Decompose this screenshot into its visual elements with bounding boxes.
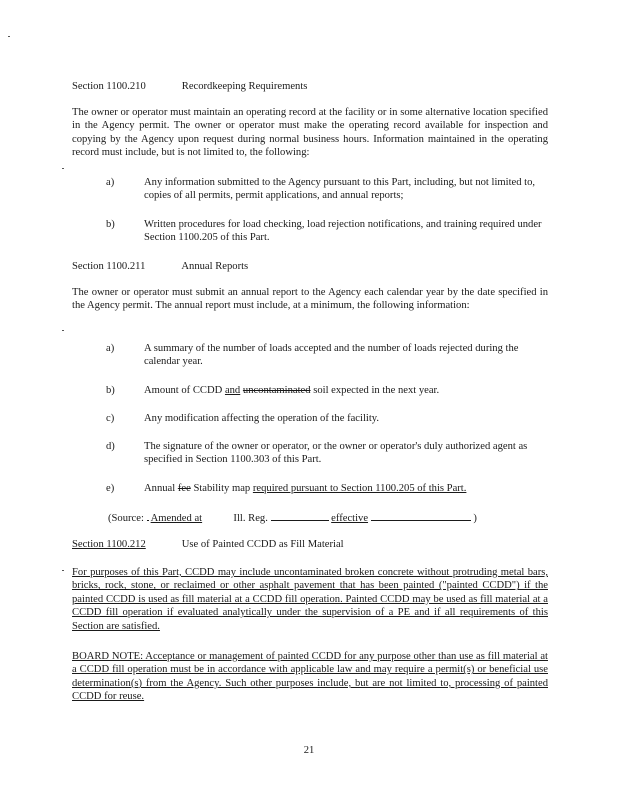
s210-item-b bbox=[106, 218, 546, 245]
section-1100-210-heading bbox=[72, 80, 548, 93]
board-note: BOARD NOTE: Acceptance or management of painted CCDD for any purpose other than use as fill material at a CCDD fill operation must be in accordance with applicable law and may require a permit(s) or beneficial use determination(s) from the Agency. Such other purposes include, but are not limited to, processing of painted CCDD for reuse. bbox=[72, 651, 548, 703]
source-note bbox=[108, 510, 477, 525]
item-text-pre: Annual bbox=[144, 483, 176, 494]
source-close: ) bbox=[473, 513, 477, 524]
item-label: d) bbox=[106, 441, 115, 452]
section-title: Use of Painted CCDD as Fill Material bbox=[181, 539, 344, 550]
source-volume: Ill. Reg. bbox=[233, 513, 268, 524]
blank-line bbox=[371, 510, 471, 521]
scan-speck bbox=[62, 330, 64, 331]
item-text bbox=[144, 384, 546, 397]
inserted-text: required pursuant to Section 1100.205 of this Part. bbox=[252, 483, 467, 494]
item-text-mid: Stability map bbox=[193, 483, 251, 494]
section-number: Section 1100.211 bbox=[72, 261, 146, 272]
page-number: 21 bbox=[303, 745, 315, 756]
item-label: b) bbox=[106, 385, 115, 396]
section-1100-212-heading bbox=[72, 538, 548, 551]
s211-item-e bbox=[106, 482, 546, 495]
source-amended: Amended at bbox=[150, 513, 203, 524]
item-text: Written procedures for load checking, load rejection notifications, and training required under Section 1100.205 of this Part. bbox=[144, 219, 542, 244]
s211-item-d bbox=[106, 440, 546, 467]
item-label: e) bbox=[106, 483, 115, 494]
blank-line bbox=[147, 510, 149, 521]
section-title: Annual Reports bbox=[181, 261, 249, 272]
scan-speck bbox=[62, 168, 64, 169]
item-text: The signature of the owner or operator, or the owner or operator's duly authorized agent as specified in Section 1100.303 of this Part. bbox=[144, 441, 528, 466]
item-text: A summary of the number of loads accepted and the number of loads rejected during the calendar year. bbox=[144, 343, 519, 368]
item-text: Any information submitted to the Agency pursuant to this Part, including, but not limited to, copies of all permits, permit applications, and annual reports; bbox=[144, 177, 536, 202]
item-text-post: soil expected in the next year. bbox=[313, 385, 440, 396]
struck-text: fee bbox=[177, 483, 191, 494]
scan-speck bbox=[8, 36, 10, 37]
source-open: (Source: bbox=[108, 513, 144, 524]
s211-item-a bbox=[106, 342, 546, 369]
item-label: a) bbox=[106, 343, 115, 354]
item-text bbox=[144, 482, 546, 495]
section-1100-210-intro: The owner or operator must maintain an operating record at the facility or in some alternative location specified in the Agency permit. The owner or operator must make the operating record available for inspection and copying by the Agency upon request during normal business hours. Information maintained in the operating record must include, but is not limited to, the following: bbox=[72, 107, 548, 159]
s211-item-c bbox=[106, 412, 546, 425]
blank-line bbox=[271, 510, 329, 521]
section-number: Section 1100.212 bbox=[72, 539, 146, 550]
inserted-text: and bbox=[224, 385, 241, 396]
section-title: Recordkeeping Requirements bbox=[181, 81, 308, 92]
item-label: b) bbox=[106, 219, 115, 230]
item-label: c) bbox=[106, 413, 115, 424]
section-1100-211-heading bbox=[72, 260, 548, 273]
item-label: a) bbox=[106, 177, 115, 188]
item-text: Any modification affecting the operation of the facility. bbox=[144, 413, 380, 424]
s210-item-a bbox=[106, 176, 546, 203]
section-1100-211-intro: The owner or operator must submit an annual report to the Agency each calendar year by the date specified in the Agency permit. The annual report must include, at a minimum, the following information: bbox=[72, 287, 548, 312]
s211-item-b bbox=[106, 384, 546, 397]
section-1100-212-body: For purposes of this Part, CCDD may include uncontaminated broken concrete without protruding metal bars, bricks, rock, stone, or reclaimed or other asphalt pavement that has been painted ("painted CCDD") if the painted CCDD is used as fill material at a CCDD fill operation. Painted CCDD may be used as fill material at a CCDD fill operation if evaluated analytically under the supervision of a PE and if all requirements of this Section are satisfied. bbox=[72, 567, 548, 632]
source-effective: effective bbox=[331, 513, 369, 524]
item-text-pre: Amount of CCDD bbox=[144, 385, 223, 396]
struck-text: uncontaminated bbox=[242, 385, 311, 396]
scan-speck bbox=[62, 570, 64, 571]
section-number: Section 1100.210 bbox=[72, 81, 146, 92]
